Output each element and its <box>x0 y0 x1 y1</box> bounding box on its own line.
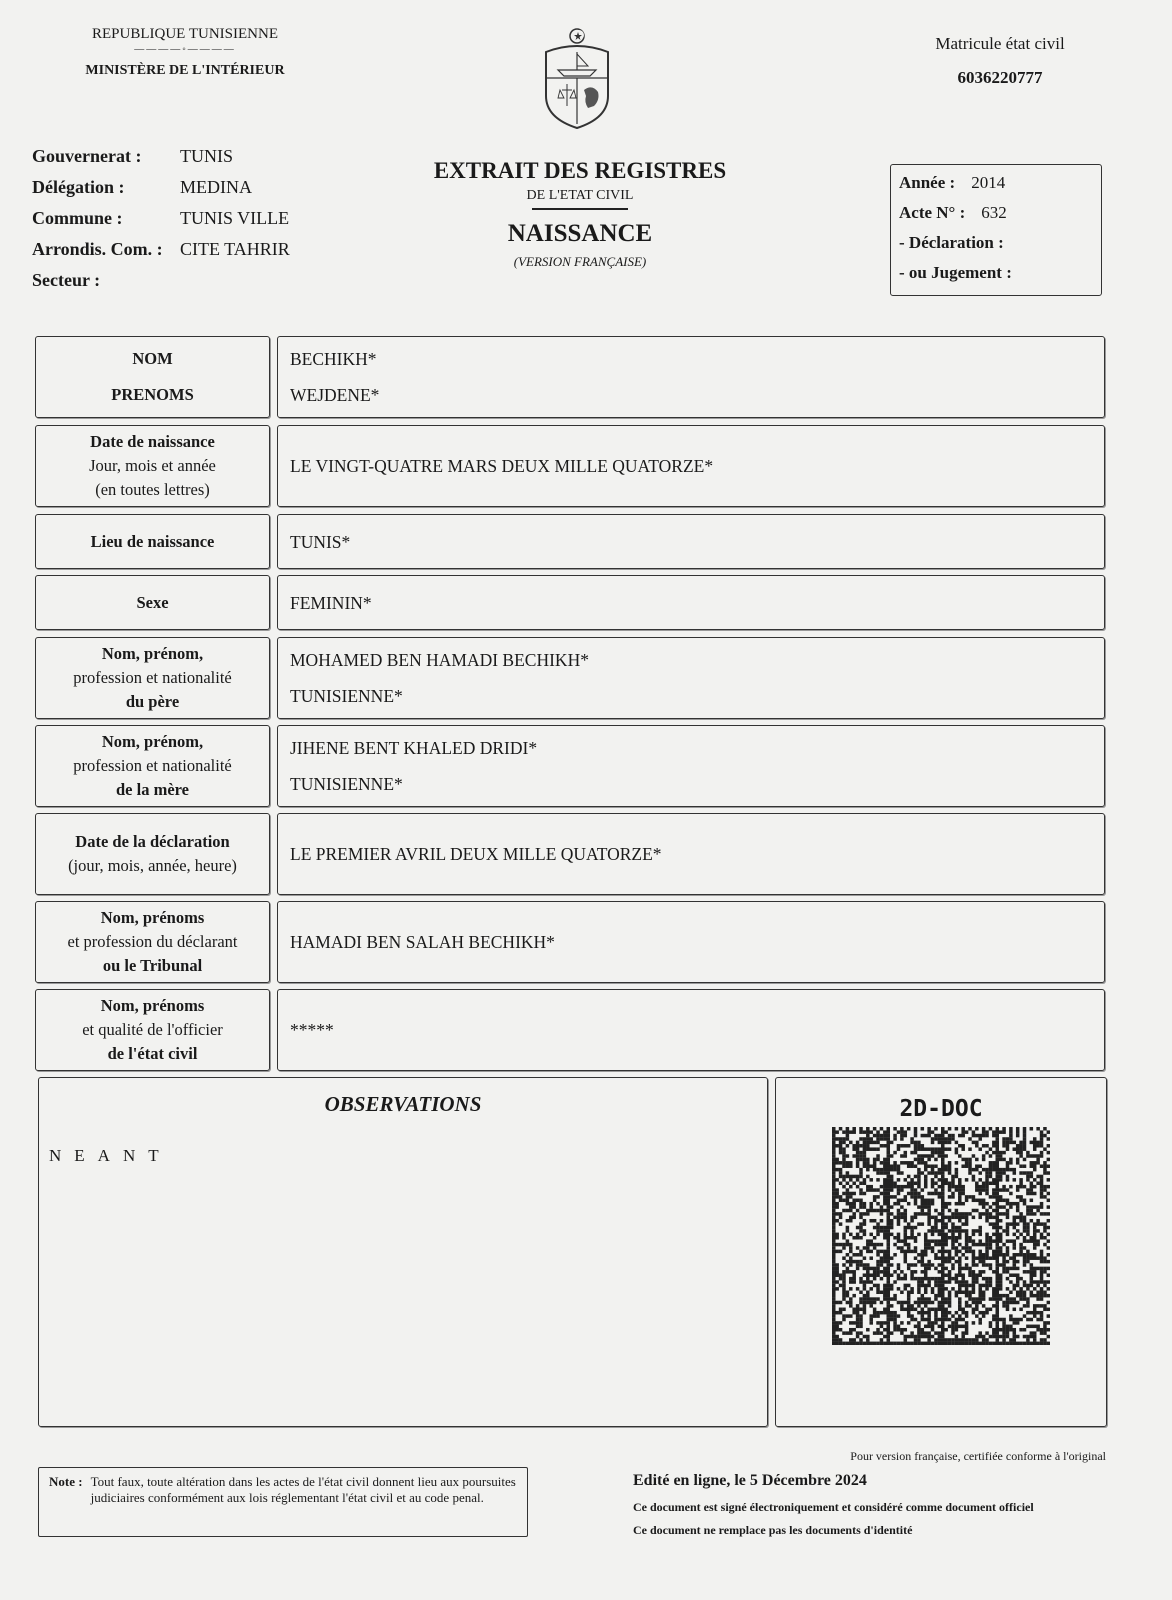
declarant-label-box <box>35 901 270 983</box>
jugement-label: - ou Jugement : <box>899 263 1012 282</box>
lieu-label-box <box>35 514 270 569</box>
pere-value-box <box>277 637 1105 719</box>
doc2d-label: 2D-DOC <box>899 1096 983 1122</box>
acte-box <box>890 164 1102 296</box>
ornament-divider: ————◦———— <box>134 44 236 55</box>
mere-label-suffix: de la mère <box>115 780 189 799</box>
admin-label: Délégation : <box>32 177 125 197</box>
admin-label: Commune : <box>32 208 123 228</box>
sexe-value: FEMININ* <box>290 592 372 613</box>
pere-sublabel: profession et nationalité <box>73 668 232 687</box>
admin-row <box>32 239 290 270</box>
annee-label: Année : <box>899 173 956 192</box>
nom-label: NOM <box>132 349 173 368</box>
document-title <box>410 158 750 270</box>
prenoms-label: PRENOMS <box>111 385 194 404</box>
declarant-value: HAMADI BEN SALAH BECHIKH* <box>290 932 555 952</box>
declaration-date-label-box <box>35 813 270 895</box>
officier-label-suffix: de l'état civil <box>107 1044 198 1063</box>
title-line2: DE L'ETAT CIVIL <box>526 188 634 203</box>
sexe-value-box <box>277 575 1105 630</box>
declaration-date-value-box <box>277 813 1105 895</box>
nom-label-box <box>35 336 270 418</box>
pere-label-suffix: du père <box>125 692 180 711</box>
pere-label-box <box>35 637 270 719</box>
declaration-label: - Déclaration : <box>899 233 1004 252</box>
matricule-value: 6036220777 <box>957 68 1043 87</box>
acte-value: 632 <box>981 203 1007 222</box>
republic-header <box>60 26 310 79</box>
declaration-date-sublabel: (jour, mois, année, heure) <box>68 856 237 875</box>
sexe-label-box <box>35 575 270 630</box>
observations-text: NEANT <box>49 1146 172 1165</box>
officier-sublabel: et qualité de l'officier <box>82 1020 223 1039</box>
admin-info <box>32 146 290 301</box>
officier-value-box <box>277 989 1105 1071</box>
mere-value-box <box>277 725 1105 807</box>
declarant-sublabel: et profession du déclarant <box>67 932 238 951</box>
date-naissance-label: Date de naissance <box>90 432 215 451</box>
annee-value: 2014 <box>971 173 1006 192</box>
observations-box <box>38 1077 768 1427</box>
title-line1: EXTRAIT DES REGISTRES <box>433 158 727 183</box>
republique-text: REPUBLIQUE TUNISIENNE <box>92 26 278 42</box>
admin-row <box>32 208 290 239</box>
prenoms-value: WEJDENE* <box>290 385 380 405</box>
note-text: Tout faux, toute altération dans les actes de l'état civil donnent lieu aux poursuites judiciaires conformément aux lois réglementant l'état civil et au code penal. <box>90 1474 516 1505</box>
annee-row <box>899 173 1093 203</box>
matricule-label: Matricule état civil <box>935 34 1065 53</box>
admin-row <box>32 146 290 177</box>
admin-row <box>32 270 290 301</box>
date-naissance-note: (en toutes lettres) <box>95 480 210 499</box>
officier-label-box <box>35 989 270 1071</box>
sexe-label: Sexe <box>136 592 169 612</box>
declarant-label-suffix: ou le Tribunal <box>102 956 203 975</box>
pere-label: Nom, prénom, <box>101 644 204 663</box>
declarant-label: Nom, prénoms <box>100 908 205 927</box>
admin-row <box>32 177 290 208</box>
observations-title: OBSERVATIONS <box>324 1092 482 1116</box>
admin-value: TUNIS <box>180 146 233 166</box>
mere-name-value: JIHENE BENT KHALED DRIDI* <box>290 738 538 758</box>
title-divider <box>532 208 628 210</box>
jugement-row <box>899 263 1093 293</box>
admin-label: Arrondis. Com. : <box>32 239 163 259</box>
ministere-text: MINISTÈRE DE L'INTÉRIEUR <box>85 63 285 78</box>
lieu-label: Lieu de naissance <box>90 531 215 551</box>
mere-label-box <box>35 725 270 807</box>
title-version: (VERSION FRANÇAISE) <box>513 254 647 269</box>
mere-sublabel: profession et nationalité <box>73 756 232 775</box>
date-naissance-label-box <box>35 425 270 507</box>
pere-name-value: MOHAMED BEN HAMADI BECHIKH* <box>290 650 589 670</box>
mere-label: Nom, prénom, <box>101 732 204 751</box>
admin-value: TUNIS VILLE <box>180 208 290 228</box>
date-naissance-value-box <box>277 425 1105 507</box>
mere-nationality-value: TUNISIENNE* <box>290 774 403 794</box>
tunisia-coat-of-arms-icon <box>540 26 614 130</box>
admin-label: Gouvernerat : <box>32 146 142 166</box>
legal-note <box>38 1467 528 1537</box>
officier-value: ***** <box>290 1020 334 1040</box>
title-naissance: NAISSANCE <box>507 220 653 247</box>
nom-value-box <box>277 336 1105 418</box>
lieu-value-box <box>277 514 1105 569</box>
edition-date: Edité en ligne, le 5 Décembre 2024 <box>633 1472 867 1489</box>
lieu-value: TUNIS* <box>290 531 351 552</box>
pere-nationality-value: TUNISIENNE* <box>290 686 403 706</box>
officier-label: Nom, prénoms <box>100 996 205 1015</box>
datamatrix-code-icon <box>832 1127 1050 1345</box>
date-naissance-value: LE VINGT-QUATRE MARS DEUX MILLE QUATORZE* <box>290 456 714 476</box>
declaration-row <box>899 233 1093 263</box>
doc2d-box <box>775 1077 1107 1427</box>
admin-label: Secteur : <box>32 270 101 290</box>
nom-value: BECHIKH* <box>290 349 377 369</box>
note-label: Note : <box>49 1474 83 1489</box>
matricule-block <box>900 34 1100 88</box>
acte-row <box>899 203 1093 233</box>
identity-notice: Ce document ne remplace pas les documents d'identité <box>633 1523 913 1537</box>
admin-value: CITE TAHRIR <box>180 239 290 259</box>
declaration-date-label: Date de la déclaration <box>75 832 230 851</box>
declaration-date-value: LE PREMIER AVRIL DEUX MILLE QUATORZE* <box>290 844 662 864</box>
admin-value: MEDINA <box>180 177 252 197</box>
certification-text: Pour version française, certifiée conforme à l'original <box>850 1449 1106 1463</box>
declarant-value-box <box>277 901 1105 983</box>
date-naissance-sublabel: Jour, mois et année <box>89 456 216 475</box>
acte-label: Acte N° : <box>899 203 966 222</box>
signature-notice: Ce document est signé électroniquement et considéré comme document officiel <box>633 1500 1034 1514</box>
